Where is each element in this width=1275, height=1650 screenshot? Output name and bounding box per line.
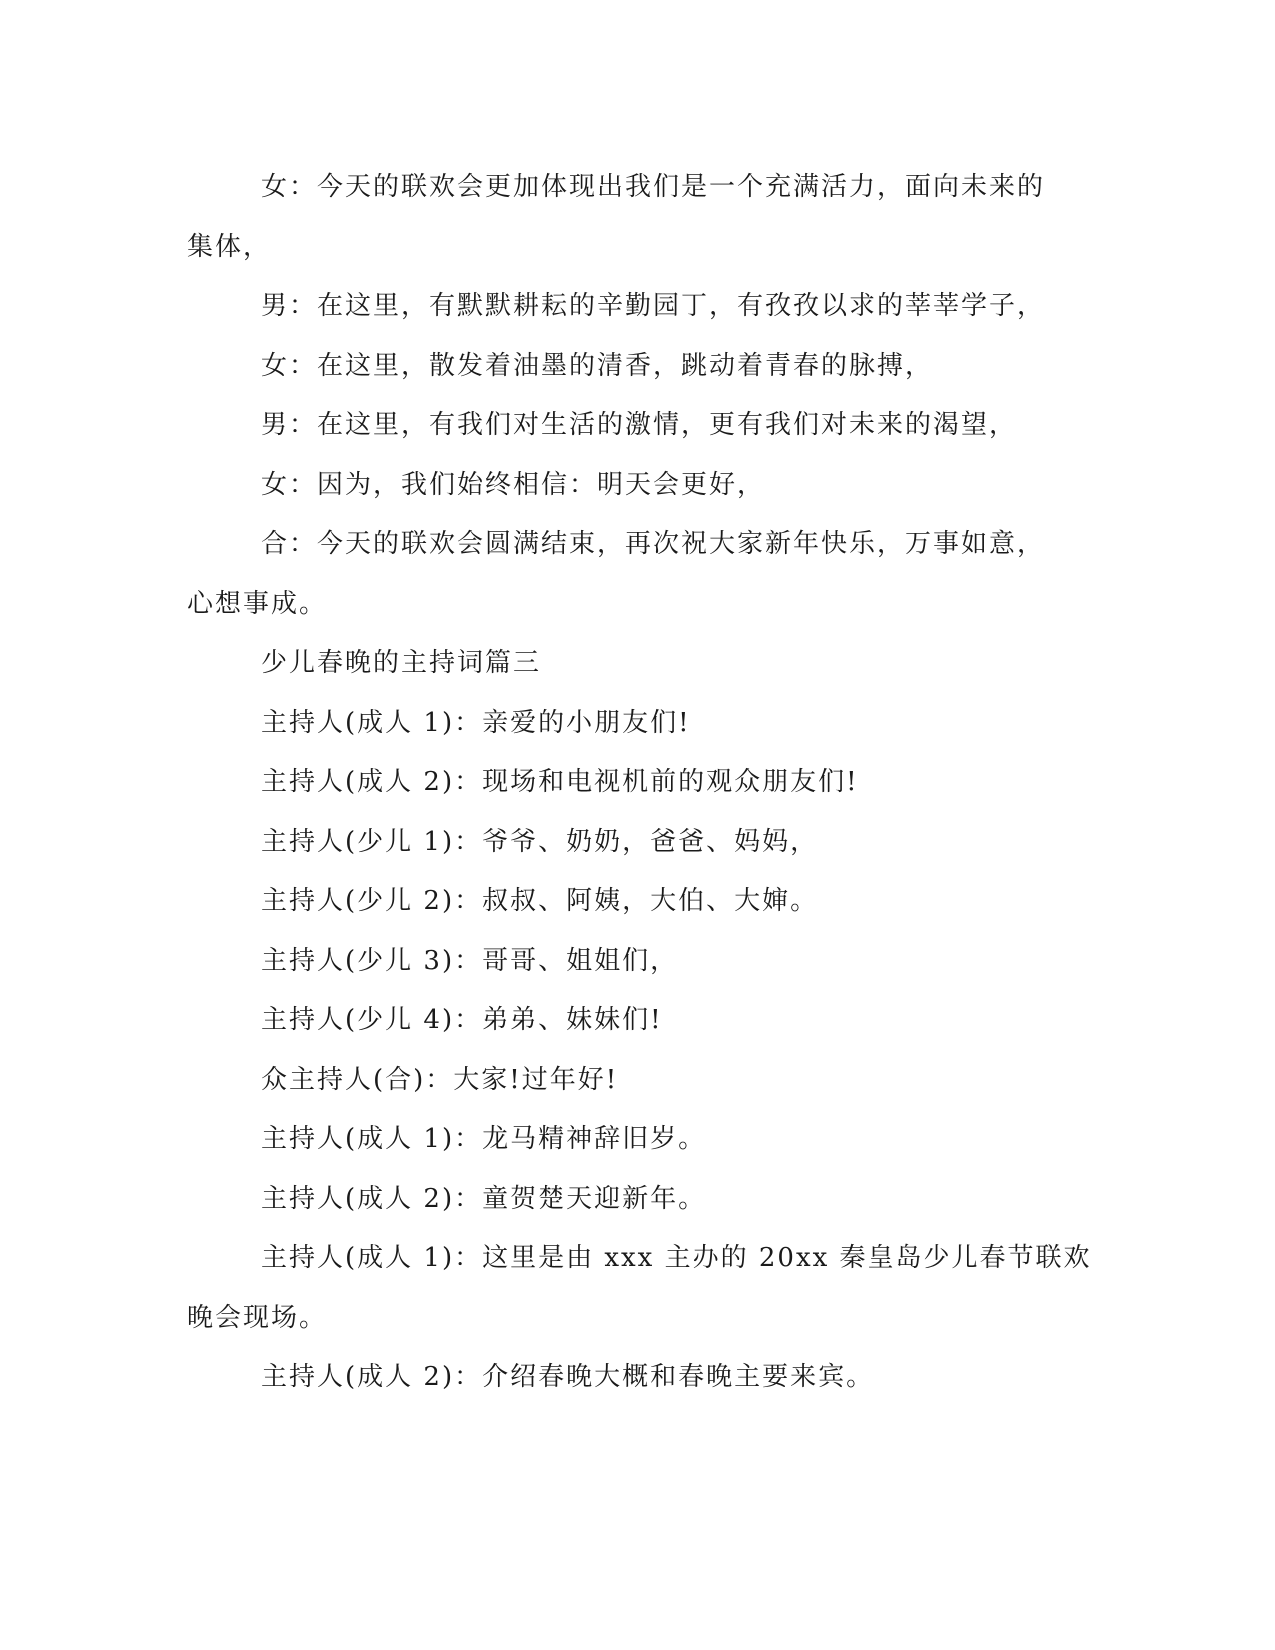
- paragraph: [187, 1170, 1067, 1230]
- text-line: 主持人(少儿 1)：爷爷、奶奶，爸爸、妈妈，: [261, 826, 819, 857]
- text-line: 主持人(少儿 3)：哥哥、姐姐们，: [261, 945, 679, 976]
- text-line: 女：今天的联欢会更加体现出我们是一个充满活力，面向未来的: [261, 172, 1046, 202]
- text-line: 主持人(少儿 4)：弟弟、妹妹们!: [261, 1005, 663, 1035]
- paragraph: [187, 1110, 1067, 1170]
- text-line: 女：因为，我们始终相信：明天会更好，: [261, 469, 766, 500]
- text-line: 女：在这里，散发着油墨的清香，跳动着青春的脉搏，: [261, 350, 934, 381]
- text-line: 晚会现场。: [187, 1302, 328, 1333]
- paragraph: [187, 515, 1067, 634]
- paragraph: [187, 1051, 1067, 1111]
- text-line: 主持人(成人 2)：介绍春晚大概和春晚主要来宾。: [261, 1362, 875, 1392]
- paragraph: [187, 991, 1067, 1051]
- paragraph: [187, 694, 1067, 754]
- paragraph: [187, 337, 1067, 397]
- text-line: 主持人(成人 2)：现场和电视机前的观众朋友们!: [261, 767, 859, 797]
- paragraph: [187, 813, 1067, 873]
- text-line: 少儿春晚的主持词篇三: [261, 648, 542, 678]
- paragraph: [187, 456, 1067, 516]
- section-heading: [187, 634, 1067, 694]
- text-line: 主持人(成人 1)：龙马精神辞旧岁。: [261, 1124, 707, 1154]
- paragraph: [187, 872, 1067, 932]
- paragraph: [187, 158, 1067, 277]
- text-line: 主持人(成人 2)：童贺楚天迎新年。: [261, 1183, 707, 1214]
- text-line: 合：今天的联欢会圆满结束，再次祝大家新年快乐，万事如意，: [261, 529, 1046, 559]
- text-line: 众主持人(合)：大家!过年好!: [261, 1064, 619, 1095]
- paragraph: [187, 277, 1067, 337]
- paragraph: [187, 1348, 1067, 1408]
- text-line: 男：在这里，有默默耕耘的辛勤园丁，有孜孜以求的莘莘学子，: [261, 291, 1046, 321]
- paragraph: [187, 753, 1067, 813]
- text-line: 集体，: [187, 231, 272, 262]
- paragraph: [187, 1229, 1092, 1348]
- text-line: 心想事成。: [187, 588, 328, 619]
- text-line: 主持人(少儿 2)：叔叔、阿姨，大伯、大婶。: [261, 886, 819, 916]
- text-line: 主持人(成人 1)：这里是由 xxx 主办的 20xx 秦皇岛少儿春节联欢: [261, 1243, 1092, 1273]
- text-line: 主持人(成人 1)：亲爱的小朋友们!: [261, 707, 691, 738]
- paragraph: [187, 932, 1067, 992]
- paragraph: [187, 396, 1067, 456]
- text-line: 男：在这里，有我们对生活的激情，更有我们对未来的渴望，: [261, 410, 1018, 440]
- document-body: [187, 158, 1092, 1408]
